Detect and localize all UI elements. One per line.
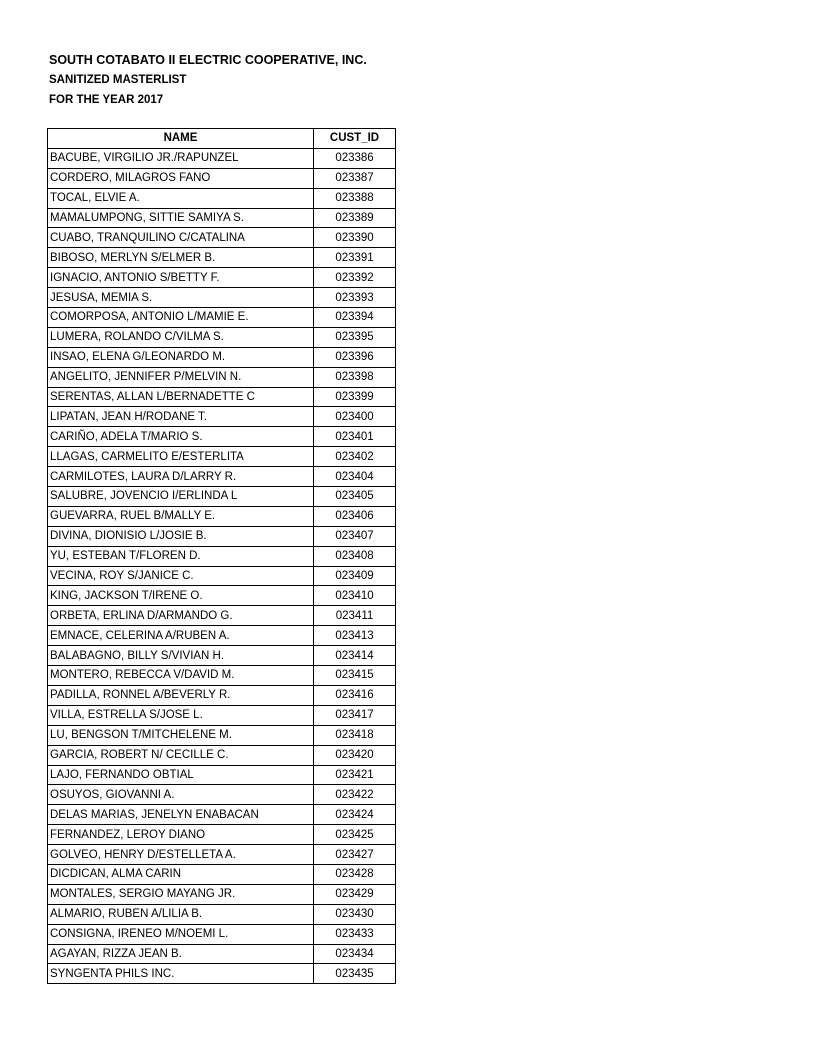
table-row <box>48 944 396 964</box>
customer-name-cell: LIPATAN, JEAN H/RODANE T. <box>48 407 314 427</box>
customer-id-cell: 023402 <box>314 447 396 467</box>
customer-id-cell: 023424 <box>314 805 396 825</box>
table-row <box>48 666 396 686</box>
table-row <box>48 864 396 884</box>
table-row <box>48 407 396 427</box>
customer-name-cell: SALUBRE, JOVENCIO I/ERLINDA L <box>48 487 314 507</box>
customer-id-cell: 023393 <box>314 288 396 308</box>
customer-id-cell: 023390 <box>314 228 396 248</box>
customer-id-cell: 023392 <box>314 268 396 288</box>
customer-name-cell: TOCAL, ELVIE A. <box>48 188 314 208</box>
customer-id-cell: 023418 <box>314 725 396 745</box>
document-subtitle: SANITIZED MASTERLIST <box>49 74 187 86</box>
table-row <box>48 904 396 924</box>
table-row <box>48 248 396 268</box>
customer-id-cell: 023405 <box>314 487 396 507</box>
customer-id-cell: 023401 <box>314 427 396 447</box>
customer-id-cell: 023387 <box>314 168 396 188</box>
customer-id-cell: 023400 <box>314 407 396 427</box>
customer-id-cell: 023409 <box>314 566 396 586</box>
customer-id-cell: 023388 <box>314 188 396 208</box>
customer-id-cell: 023427 <box>314 845 396 865</box>
table-row <box>48 228 396 248</box>
table-row <box>48 924 396 944</box>
customer-name-cell: FERNANDEZ, LEROY DIANO <box>48 825 314 845</box>
customer-name-cell: LLAGAS, CARMELITO E/ESTERLITA <box>48 447 314 467</box>
table-row <box>48 785 396 805</box>
table-row <box>48 447 396 467</box>
customer-name-cell: GARCIA, ROBERT N/ CECILLE C. <box>48 745 314 765</box>
document-title: SOUTH COTABATO II ELECTRIC COOPERATIVE, INC. <box>49 53 367 67</box>
customer-id-cell: 023414 <box>314 646 396 666</box>
customer-name-cell: SERENTAS, ALLAN L/BERNADETTE C <box>48 387 314 407</box>
customer-id-cell: 023434 <box>314 944 396 964</box>
table-row <box>48 546 396 566</box>
customer-id-cell: 023435 <box>314 964 396 984</box>
table-row <box>48 367 396 387</box>
column-header-cust-id: CUST_ID <box>314 129 396 149</box>
customer-id-cell: 023430 <box>314 904 396 924</box>
customer-id-cell: 023425 <box>314 825 396 845</box>
table-row <box>48 964 396 984</box>
table-row <box>48 705 396 725</box>
customer-id-cell: 023433 <box>314 924 396 944</box>
customer-id-cell: 023398 <box>314 367 396 387</box>
customer-name-cell: SYNGENTA PHILS INC. <box>48 964 314 984</box>
customer-id-cell: 023391 <box>314 248 396 268</box>
customer-name-cell: INSAO, ELENA G/LEONARDO M. <box>48 347 314 367</box>
customer-id-cell: 023404 <box>314 467 396 487</box>
table-row <box>48 506 396 526</box>
column-header-name: NAME <box>48 129 314 149</box>
table-row <box>48 188 396 208</box>
table-row <box>48 745 396 765</box>
table-row <box>48 646 396 666</box>
table-row <box>48 467 396 487</box>
customer-name-cell: VECINA, ROY S/JANICE C. <box>48 566 314 586</box>
customer-id-cell: 023428 <box>314 864 396 884</box>
table-row <box>48 626 396 646</box>
customer-id-cell: 023394 <box>314 308 396 328</box>
customer-name-cell: AGAYAN, RIZZA JEAN B. <box>48 944 314 964</box>
customer-name-cell: CONSIGNA, IRENEO M/NOEMI L. <box>48 924 314 944</box>
table-row <box>48 427 396 447</box>
customer-name-cell: ORBETA, ERLINA D/ARMANDO G. <box>48 606 314 626</box>
table-row <box>48 825 396 845</box>
document-header <box>49 50 367 110</box>
customer-name-cell: YU, ESTEBAN T/FLOREN D. <box>48 546 314 566</box>
customer-id-cell: 023416 <box>314 685 396 705</box>
customer-name-cell: LAJO, FERNANDO OBTIAL <box>48 765 314 785</box>
table-row <box>48 685 396 705</box>
customer-name-cell: PADILLA, RONNEL A/BEVERLY R. <box>48 685 314 705</box>
customer-name-cell: DICDICAN, ALMA CARIN <box>48 864 314 884</box>
table-row <box>48 288 396 308</box>
table-row <box>48 586 396 606</box>
table-header-row <box>48 129 396 149</box>
masterlist-table <box>47 128 396 984</box>
table-row <box>48 327 396 347</box>
customer-id-cell: 023395 <box>314 327 396 347</box>
customer-name-cell: COMORPOSA, ANTONIO L/MAMIE E. <box>48 308 314 328</box>
customer-name-cell: LU, BENGSON T/MITCHELENE M. <box>48 725 314 745</box>
customer-id-cell: 023406 <box>314 506 396 526</box>
customer-id-cell: 023408 <box>314 546 396 566</box>
customer-id-cell: 023399 <box>314 387 396 407</box>
customer-name-cell: MAMALUMPONG, SITTIE SAMIYA S. <box>48 208 314 228</box>
table-row <box>48 805 396 825</box>
customer-id-cell: 023396 <box>314 347 396 367</box>
customer-id-cell: 023421 <box>314 765 396 785</box>
table-row <box>48 845 396 865</box>
customer-name-cell: MONTERO, REBECCA V/DAVID M. <box>48 666 314 686</box>
customer-name-cell: VILLA, ESTRELLA S/JOSE L. <box>48 705 314 725</box>
table-row <box>48 765 396 785</box>
customer-name-cell: BACUBE, VIRGILIO JR./RAPUNZEL <box>48 148 314 168</box>
customer-id-cell: 023411 <box>314 606 396 626</box>
customer-name-cell: DELAS MARIAS, JENELYN ENABACAN <box>48 805 314 825</box>
customer-name-cell: CARIÑO, ADELA T/MARIO S. <box>48 427 314 447</box>
document-period: FOR THE YEAR 2017 <box>49 94 164 106</box>
table-row <box>48 268 396 288</box>
customer-id-cell: 023422 <box>314 785 396 805</box>
table-row <box>48 884 396 904</box>
customer-name-cell: DIVINA, DIONISIO L/JOSIE B. <box>48 526 314 546</box>
table-row <box>48 168 396 188</box>
customer-id-cell: 023429 <box>314 884 396 904</box>
customer-name-cell: GOLVEO, HENRY D/ESTELLETA A. <box>48 845 314 865</box>
customer-name-cell: BIBOSO, MERLYN S/ELMER B. <box>48 248 314 268</box>
customer-id-cell: 023386 <box>314 148 396 168</box>
customer-id-cell: 023407 <box>314 526 396 546</box>
customer-name-cell: CUABO, TRANQUILINO C/CATALINA <box>48 228 314 248</box>
customer-name-cell: JESUSA, MEMIA S. <box>48 288 314 308</box>
customer-name-cell: IGNACIO, ANTONIO S/BETTY F. <box>48 268 314 288</box>
customer-name-cell: LUMERA, ROLANDO C/VILMA S. <box>48 327 314 347</box>
table-row <box>48 526 396 546</box>
customer-id-cell: 023417 <box>314 705 396 725</box>
table-row <box>48 725 396 745</box>
table-row <box>48 208 396 228</box>
table-row <box>48 308 396 328</box>
table-row <box>48 387 396 407</box>
customer-id-cell: 023389 <box>314 208 396 228</box>
customer-id-cell: 023410 <box>314 586 396 606</box>
table-row <box>48 566 396 586</box>
customer-name-cell: CARMILOTES, LAURA D/LARRY R. <box>48 467 314 487</box>
customer-id-cell: 023413 <box>314 626 396 646</box>
customer-name-cell: KING, JACKSON T/IRENE O. <box>48 586 314 606</box>
customer-name-cell: ANGELITO, JENNIFER P/MELVIN N. <box>48 367 314 387</box>
table-row <box>48 148 396 168</box>
customer-name-cell: BALABAGNO, BILLY S/VIVIAN H. <box>48 646 314 666</box>
customer-name-cell: OSUYOS, GIOVANNI A. <box>48 785 314 805</box>
customer-id-cell: 023420 <box>314 745 396 765</box>
customer-id-cell: 023415 <box>314 666 396 686</box>
customer-name-cell: ALMARIO, RUBEN A/LILIA B. <box>48 904 314 924</box>
table-row <box>48 347 396 367</box>
customer-name-cell: EMNACE, CELERINA A/RUBEN A. <box>48 626 314 646</box>
customer-name-cell: MONTALES, SERGIO MAYANG JR. <box>48 884 314 904</box>
table-row <box>48 606 396 626</box>
table-body <box>48 148 396 983</box>
customer-name-cell: GUEVARRA, RUEL B/MALLY E. <box>48 506 314 526</box>
customer-name-cell: CORDERO, MILAGROS FANO <box>48 168 314 188</box>
table-row <box>48 487 396 507</box>
